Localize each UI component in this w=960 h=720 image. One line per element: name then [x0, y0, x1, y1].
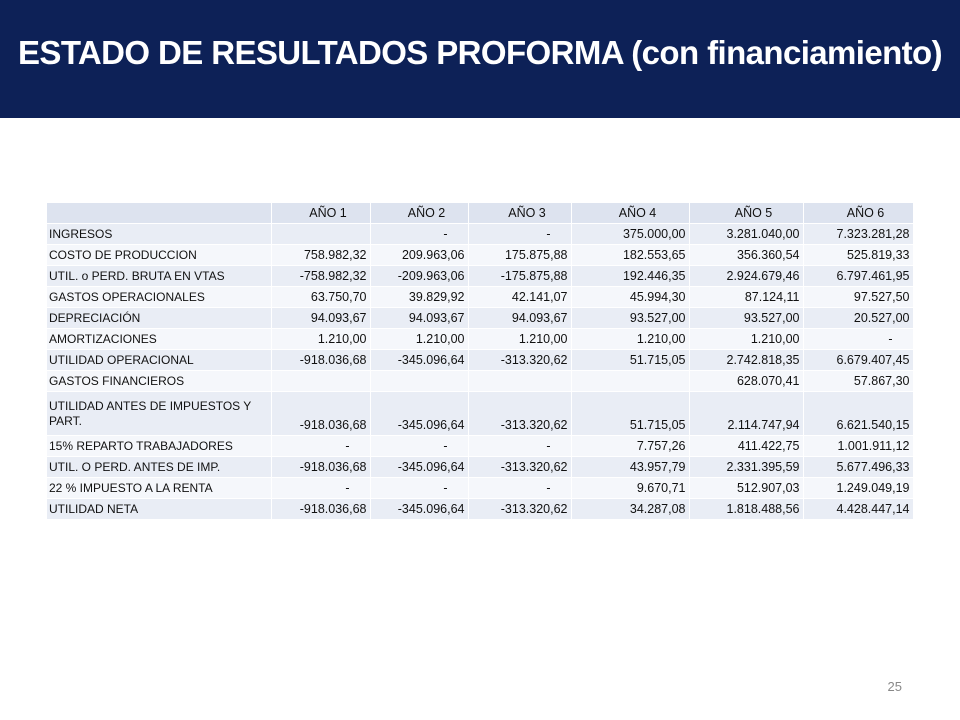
- table-cell: 43.957,79: [571, 457, 689, 478]
- table-cell: 5.677.496,33: [803, 457, 913, 478]
- table-row: [47, 224, 913, 245]
- table-cell: 758.982,32: [271, 245, 370, 266]
- table-row: [47, 371, 913, 392]
- row-label: GASTOS OPERACIONALES: [47, 287, 271, 308]
- table-cell: 34.287,08: [571, 499, 689, 520]
- income-statement-table: [47, 203, 914, 520]
- table-cell: -313.320,62: [468, 392, 571, 436]
- table-cell: -313.320,62: [468, 350, 571, 371]
- row-label: INGRESOS: [47, 224, 271, 245]
- table-cell: [370, 371, 468, 392]
- table-cell: 1.210,00: [468, 329, 571, 350]
- table-cell: -313.320,62: [468, 499, 571, 520]
- table-cell: 7.757,26: [571, 436, 689, 457]
- table-cell: -918.036,68: [271, 350, 370, 371]
- row-label: UTILIDAD OPERACIONAL: [47, 350, 271, 371]
- table-cell: 94.093,67: [468, 308, 571, 329]
- table-cell: -345.096,64: [370, 392, 468, 436]
- table-row: [47, 478, 913, 499]
- table-cell: 1.249.049,19: [803, 478, 913, 499]
- table-cell: -: [468, 436, 571, 457]
- row-label: 15% REPARTO TRABAJADORES: [47, 436, 271, 457]
- table-cell: -: [271, 436, 370, 457]
- column-header: AÑO 6: [803, 203, 913, 224]
- table-cell: 356.360,54: [689, 245, 803, 266]
- row-label: 22 % IMPUESTO A LA RENTA: [47, 478, 271, 499]
- table-cell: 628.070,41: [689, 371, 803, 392]
- table-row: [47, 436, 913, 457]
- table-cell: -313.320,62: [468, 457, 571, 478]
- table-cell: -175.875,88: [468, 266, 571, 287]
- table-cell: 1.210,00: [689, 329, 803, 350]
- table-cell: 63.750,70: [271, 287, 370, 308]
- table-cell: [271, 371, 370, 392]
- table-cell: 209.963,06: [370, 245, 468, 266]
- table-cell: 375.000,00: [571, 224, 689, 245]
- row-label: UTIL. o PERD. BRUTA EN VTAS: [47, 266, 271, 287]
- table-row: [47, 499, 913, 520]
- table-cell: -758.982,32: [271, 266, 370, 287]
- table-cell: 93.527,00: [571, 308, 689, 329]
- table-cell: 1.210,00: [370, 329, 468, 350]
- table-cell: 45.994,30: [571, 287, 689, 308]
- row-label: UTILIDAD NETA: [47, 499, 271, 520]
- table-row: [47, 308, 913, 329]
- table-cell: -918.036,68: [271, 499, 370, 520]
- table-cell: [571, 371, 689, 392]
- column-header: [47, 203, 271, 224]
- table-cell: -345.096,64: [370, 350, 468, 371]
- table-cell: 1.210,00: [571, 329, 689, 350]
- table-cell: -: [468, 224, 571, 245]
- table-row: [47, 245, 913, 266]
- table-cell: -: [468, 478, 571, 499]
- table-cell: 1.001.911,12: [803, 436, 913, 457]
- table-cell: -209.963,06: [370, 266, 468, 287]
- table-cell: -: [803, 329, 913, 350]
- table-cell: 51.715,05: [571, 392, 689, 436]
- row-label: GASTOS FINANCIEROS: [47, 371, 271, 392]
- table-cell: [468, 371, 571, 392]
- table-row: [47, 392, 913, 436]
- table-cell: 94.093,67: [271, 308, 370, 329]
- table-cell: -345.096,64: [370, 457, 468, 478]
- table-cell: 1.210,00: [271, 329, 370, 350]
- table-cell: 42.141,07: [468, 287, 571, 308]
- column-header: AÑO 2: [370, 203, 468, 224]
- table-cell: 175.875,88: [468, 245, 571, 266]
- row-label: COSTO DE PRODUCCION: [47, 245, 271, 266]
- table-cell: 6.797.461,95: [803, 266, 913, 287]
- table-cell: 182.553,65: [571, 245, 689, 266]
- table-cell: 9.670,71: [571, 478, 689, 499]
- table-row: [47, 329, 913, 350]
- table-cell: 2.924.679,46: [689, 266, 803, 287]
- table-cell: 57.867,30: [803, 371, 913, 392]
- table-cell: 1.818.488,56: [689, 499, 803, 520]
- table-cell: 7.323.281,28: [803, 224, 913, 245]
- table-cell: -: [370, 224, 468, 245]
- table-cell: 2.742.818,35: [689, 350, 803, 371]
- table-cell: 6.621.540,15: [803, 392, 913, 436]
- table-cell: 93.527,00: [689, 308, 803, 329]
- table-cell: 97.527,50: [803, 287, 913, 308]
- table-cell: 39.829,92: [370, 287, 468, 308]
- table-cell: 87.124,11: [689, 287, 803, 308]
- table-cell: -: [370, 478, 468, 499]
- column-header: AÑO 3: [468, 203, 571, 224]
- table-cell: -918.036,68: [271, 457, 370, 478]
- table-cell: -: [370, 436, 468, 457]
- table-row: [47, 350, 913, 371]
- page-number: 25: [887, 679, 902, 694]
- table-cell: -345.096,64: [370, 499, 468, 520]
- table-cell: 411.422,75: [689, 436, 803, 457]
- row-label: DEPRECIACIÓN: [47, 308, 271, 329]
- table-row: [47, 287, 913, 308]
- column-header: AÑO 4: [571, 203, 689, 224]
- table-cell: -918.036,68: [271, 392, 370, 436]
- table-row: [47, 457, 913, 478]
- row-label: UTIL. O PERD. ANTES DE IMP.: [47, 457, 271, 478]
- table-cell: 2.114.747,94: [689, 392, 803, 436]
- table-cell: 6.679.407,45: [803, 350, 913, 371]
- column-header: AÑO 1: [271, 203, 370, 224]
- table-cell: 51.715,05: [571, 350, 689, 371]
- table-row: [47, 266, 913, 287]
- table-cell: 20.527,00: [803, 308, 913, 329]
- table-cell: 192.446,35: [571, 266, 689, 287]
- row-label: UTILIDAD ANTES DE IMPUESTOS Y PART.: [47, 392, 271, 436]
- table-cell: -: [271, 478, 370, 499]
- table-cell: 94.093,67: [370, 308, 468, 329]
- table-cell: 4.428.447,14: [803, 499, 913, 520]
- column-header: AÑO 5: [689, 203, 803, 224]
- table-header-row: [47, 203, 913, 224]
- table-cell: [271, 224, 370, 245]
- slide-title: ESTADO DE RESULTADOS PROFORMA (con financiamiento): [18, 34, 942, 71]
- table-cell: 512.907,03: [689, 478, 803, 499]
- row-label: AMORTIZACIONES: [47, 329, 271, 350]
- table-cell: 2.331.395,59: [689, 457, 803, 478]
- table-cell: 525.819,33: [803, 245, 913, 266]
- table-cell: 3.281.040,00: [689, 224, 803, 245]
